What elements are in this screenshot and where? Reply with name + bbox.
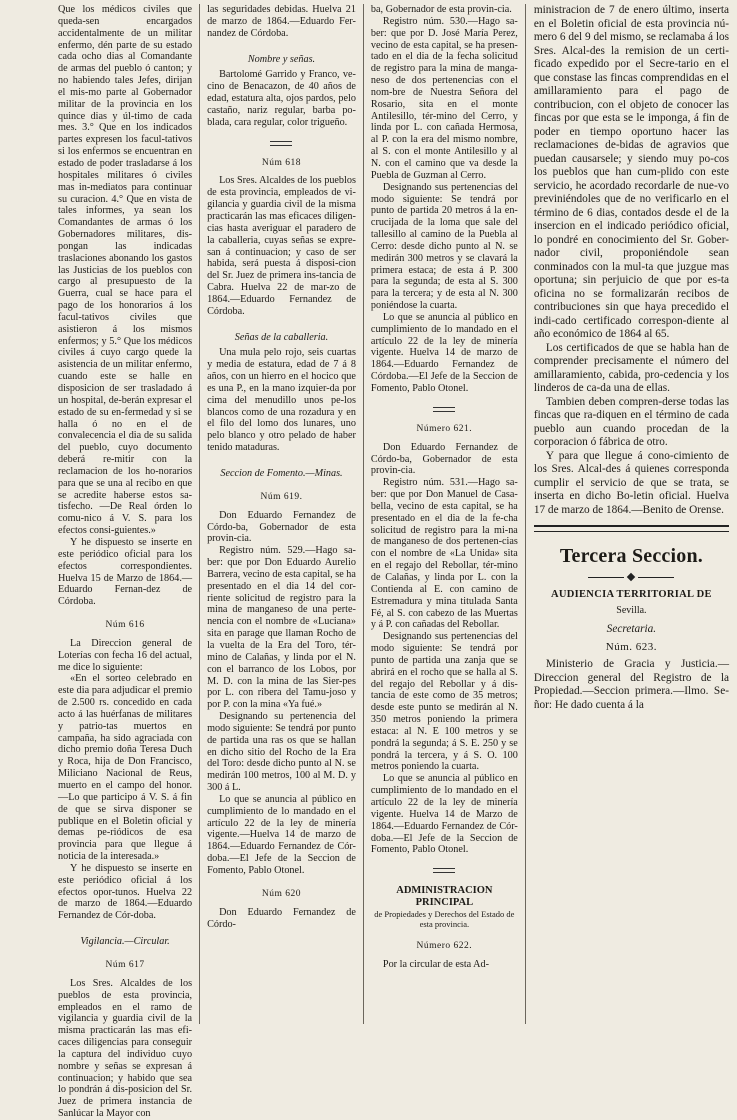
article-text: Bartolomé Garrido y Franco, ve-cino de Benacazon, de 40 años de edad, estatura alta, ojos pardos, pelo castaño, nariz regular, barba po-blada, cara regular, color trigueño. — [207, 69, 356, 128]
notice-number-623: Núm. 623. — [605, 640, 658, 653]
column-3 — [364, 4, 525, 1024]
separator — [433, 407, 455, 412]
section-heading-nombre: Nombre y señas. — [247, 53, 316, 65]
section-title: Tercera Seccion. — [559, 545, 703, 567]
article-text: ministracion de 7 de enero último, inserta en el Boletin oficial de esta provincia nú-mero 6 del 9 del mismo, se reclamaba á los Sres. Alcal-des la remision de un certi-ficado expedido por el Secre-tario en el que constase las fincas comprendidas en el amillaramiento para el pago de contribucion, con el objeto de conocer las fincas por que esta se le imponga, á fin de poder en tiempo oportuno hacer las reclamaciones de-bidas de agravios que puedan causarsele; y siendo muy po-cos los pueblos que han cum-plido con este servicio, he acordado recordarle de nue-vo previniéndoles que de no verificarlo en el término de 6 dias, contados desde el de la insercion en el indicado periódico oficial, lo pondré en conocimiento del Sr. Gober-nador civil, proponiéndole sean conminados con la mul-ta que juzgue mas oportuna; sin perjuicio de que por es-ta oficina no se formalizarán recibos de contribuciones sin que haya precedido el indi-cado certificado correspon-diente al año económico de 1864 al 65. — [533, 4, 729, 340]
notice-number-616: Núm 616 — [105, 620, 145, 631]
sevilla-heading: Sevilla. — [616, 604, 647, 616]
notice-number-622: Número 622. — [416, 941, 473, 952]
article-text: Designando sus pertenencias del modo siguiente: Se tendrá por punto de partida 20 metros á la en-crucijada de la loma que sale del tallesillo al camino de la Puebla al Cerro: desde dicho punto al N. se medirán 300 metros y se clavará la primera estaca; de esta á P. 300 para la segunda; de esta al S. 300 para la tercera; y de esta al N. 300 poniéndose la cuarta. — [370, 181, 518, 312]
article-text: Registro núm. 530.—Hago sa-ber: que por D. José María Perez, vecino de esta capital, se ha presen-tado en el dia de la fecha solicitud de registro para la mina de manga-neso de dos pertenencias con el nom-bre de Nuestra Señora del Rosario, sita en el monte Antilesillo, tér-mino del Cerro, y linda por L. con cañada Hermosa, al P. con la era del mismo nombre, al S. con el monte Antilesillo y al N. con el camino que va desde la Puebla de Guzman al Cerro. — [370, 15, 518, 181]
column-2 — [200, 4, 363, 1024]
notice-number-619: Núm 619. — [260, 491, 303, 502]
article-text: La Direccion general de Loterías con fecha 16 del actual, me dice lo siguiente: — [58, 637, 193, 673]
article-text: Los Sres. Alcaldes de los pueblos de esta provincia, empleados en el ramo de vigilancia y guardia civil de la misma practicarán las mas efi-caces diligencias para conseguir la captura del individuo cuyo nombre y señas se expresan á continuacion; y habido que sea lo pondrán á dis-posicion del Sr. Juez de primera instancia de Sanlúcar la Mayor con — [58, 977, 193, 1120]
article-text: Que los médicos civiles que queda-sen encargados accidentalmente de un militar enfermo, dén parte de su estado cada ocho dias al Comandante de armas del pueblo ó canton; y no habiendo tales Jefes, dirijan el mis-mo parte al Gobernador militar de la provincia en los quince dias y úl-timo de cada mes. 3.° Que en los indicados partes expresen los facul-tativos si los enfermos se encuentran en estado de poder trasladarse á los hospitales militares ó civiles mas in-mediatos para continuar su curacion. 4.° Que en vista de tales informes, ya sean los Comandantes de armas ó los Gobernadores militares, dis-pongan las indicadas traslaciones abonando los gastos las Justicias de los pueblos con cargo al presupuesto de la Guerra, cual se hace para el pago de los honorarios á los facul-tativos civiles que asistieron á los mismos enfermos; y 5.° Que los médicos civiles á cuyo cargo quede la asistencia de un militar enfermo, cuando este se halle en disposicion de ser trasladado á un hospital, de-berán expresar el estado de su en-fermedad y si se halla ó no en el de convalecencia el dia de su salida del pueblo, cuyo documento deberá re-mitir con la reclamacion de los ho-norarios para que se una al recibo en que se acredite haberse estos sa-tisfecho. —De Real órden lo comu-nico á V. S. para los efectos consi-guientes.» — [58, 4, 193, 537]
article-text: las seguridades debidas. Huelva 21 de marzo de 1864.—Eduardo Fer-nandez de Córdoba. — [207, 4, 356, 39]
column-1 — [6, 4, 199, 1120]
notice-number-618: Núm 618 — [261, 157, 302, 168]
article-text: Y para que llegue á cono-cimiento de los Sres. Alcal-des á quienes corresponda cumplir el servicio de que se trata, se inserta en dicho Bo-letin oficial. Huelva 17 de marzo de 1864.—Benito de Orense. — [533, 449, 729, 516]
article-text: ba, Gobernador de esta provin-cia. — [370, 4, 512, 15]
article-text: Los certificados de que se habla han de comprender precisamente el número del amillaramiento, cabida, pro-cedencia y los linderos de ca-da una de ellas. — [533, 341, 729, 394]
notice-number-621: Número 621. — [416, 423, 473, 434]
article-text: Y he dispuesto se inserte en este periódico oficial á los efectos opor-tunos. Huelva 22 de marzo de 1864.—Eduardo Fernandez de Cór-doba. — [58, 862, 193, 922]
article-text: Y he dispuesto se inserte en este periódico oficial para los efectos correspondientes. Huelva 15 de Marzo de 1864.—Eduardo Fernan-dez de Córdoba. — [58, 536, 193, 608]
article-text: Una mula pelo rojo, seis cuartas y media de estatura, edad de 7 á 8 años, con un hierro en el hocico que es una P., en la mano izquier-da por cima del menudillo unos pe-los blancos como de una rozadura y en el filo del lomo dos lunares, uno pelo blanco y otro pelado de haber tenido mataduras. — [207, 347, 356, 454]
article-text: Los Sres. Alcaldes de los pueblos de esta provincia, empleados de vi-gilancia y guardia civil de la misma practicarán las mas eficaces diligen-cias hasta averiguar el paradero de la caballeria, cuyas señas se expre-san á continuacion; y caso de ser habida, será puesta á disposi-cion del Sr. Juez de primera ins-tancia de Cabra. Huelva 22 de mar-zo de 1864.—Eduardo Fernandez de Córdoba. — [207, 175, 356, 317]
article-text: Registro núm. 531.—Hago sa-ber: que por Don Manuel de Casa-bella, vecino de esta capital, se ha presentado en el dia de la fe-cha solicitud de registro para la mi-na de manganeso de dos pertenen-cias con el nombre de «La Unida» sita en el regajo del Rebollar, tér-mino de Calañas, y linda por L. con la Contienda al E. con camino de Estremadura y mina titulada Santa Fé, al S. con cabezo de las Muertas y á P. con cañadas del Rebollar. — [370, 477, 518, 631]
administracion-title: ADMINISTRACION PRINCIPAL — [396, 885, 493, 909]
notice-number-620: Núm 620 — [261, 888, 302, 899]
article-text: Designando su pertenencia del modo siguiente: Se tendrá por punto de partida una ras os que se hallan en dicho sitio del Rocho de la Era del Toro: desde dicho punto al N. se medirán 100 metros, 100 al M. D. y 300 á L. — [207, 711, 356, 794]
section-divider — [534, 525, 729, 532]
separator — [270, 141, 292, 146]
article-text: «En el sorteo celebrado en este dia para adjudicar el premio de 2.500 rs. concedido en cada acto á las huérfanas de militares y patrio-tas muertos en campaña, ha sido agraciada con dicho premio doña Teresa Duch y Roca, hija de Don Francisco, Miliciano Nacional de Reus, muerto en el campo del honor. —Lo que participo á V. S. á fin de que se sirva disponer se publique en el Boletin oficial y demas pe-riódicos de esa provincia para que llegue á noticia de la interesada.» — [58, 673, 193, 863]
section-heading-vigilancia: Vigilancia.—Circular. — [80, 936, 170, 948]
article-text: Lo que se anuncia al público en cumplimiento de lo mandado en el artículo 22 de la ley de minería vigente. Huelva 14 de marzo de 1864.—Eduardo Fernandez de Córdoba.—El Jefe de la Seccion de Fomento, Pablo Otonel. — [370, 311, 518, 394]
article-text: Lo que se anuncia al público en cumplimiento de lo mandado en el artículo 22 de la ley de minería vigente.—Huelva 14 de marzo de 1864.—Eduardo Fernandez de Cór-doba.—El Jefe de la Seccion de Fomento, Pablo Otonel. — [207, 793, 356, 876]
separator — [433, 868, 455, 873]
article-text: Don Eduardo Fernandez de Córdo-ba, Gobernador de esta provin-cia. — [370, 441, 518, 477]
section-heading-fomento: Seccion de Fomento.—Minas. — [220, 468, 343, 479]
article-text: Tambien deben compren-derse todas las fincas que ra-diquen en el término de cada pueblo aun cuando procedan de la corporacion ó fábrica de otro. — [533, 395, 729, 448]
column-4 — [526, 4, 733, 1024]
notice-number-617: Núm 617 — [105, 959, 145, 970]
ornament-divider — [534, 574, 729, 580]
administracion-subtitle: de Propiedades y Derechos del Estado de esta provincia. — [374, 909, 515, 930]
article-text: Ministerio de Gracia y Justicia.—Direccion general del Registro de la Propiedad.—Seccion primera.—Ilmo. Se-ñor: He dado cuenta á la — [533, 658, 729, 711]
article-text: Don Eduardo Fernandez de Córdo- — [207, 906, 356, 930]
article-text: Registro núm. 529.—Hago sa-ber: que por Don Eduardo Aurelio Barrera, vecino de esta capital, se ha presentado en el dia 14 del cor-riente solicitud de registro para la mina de manganeso de una perte-nencia con el nombre de «Luciana» sita en parage que llaman Rocho de la vuelta de la Era del Toro, tér-mino de Calañas, y linda por el N. con el barranco de los Lobos, por M. D. con la mina de las Sier-pes por L. con ribera del Tamu-joso y por P. con la mina «Ya fué.» — [207, 545, 356, 711]
article-text: Por la circular de esta Ad- — [382, 959, 489, 971]
article-text: Lo que se anuncia al público en cumplimiento de lo mandado en el artículo 22 de la ley de minería vigente. Huelva 14 de Marzo de 1864.—Eduardo Fernandez de Cór-doba.—El Jefe de la Seccion de Fomento, Pablo Otonel. — [370, 773, 518, 856]
article-text: Designando sus pertenencias del modo siguiente: Se tendrá por punto de partida una zanja que se abrirá en el rocho que se halla al S. del regajo del Rebollar y á dis-tancia de este como de 35 metros; desde este punto se medirán al N. 350 metros poniendo la primera estaca: al N. E 100 metros y se pondrá la segunda; á S. E. 250 y se pondrá la tercera, y á S. O. 100 metros poniendo la cuarta. — [370, 631, 518, 773]
administracion-header — [371, 885, 518, 929]
section-heading-caballeria: Señas de la caballeria. — [234, 331, 329, 343]
audiencia-heading: AUDIENCIA TERRITORIAL DE — [550, 589, 712, 600]
article-text: Don Eduardo Fernandez de Córdo-ba, Gobernador de esta provin-cia. — [207, 509, 356, 545]
secretaria-heading: Secretaria. — [606, 623, 657, 635]
